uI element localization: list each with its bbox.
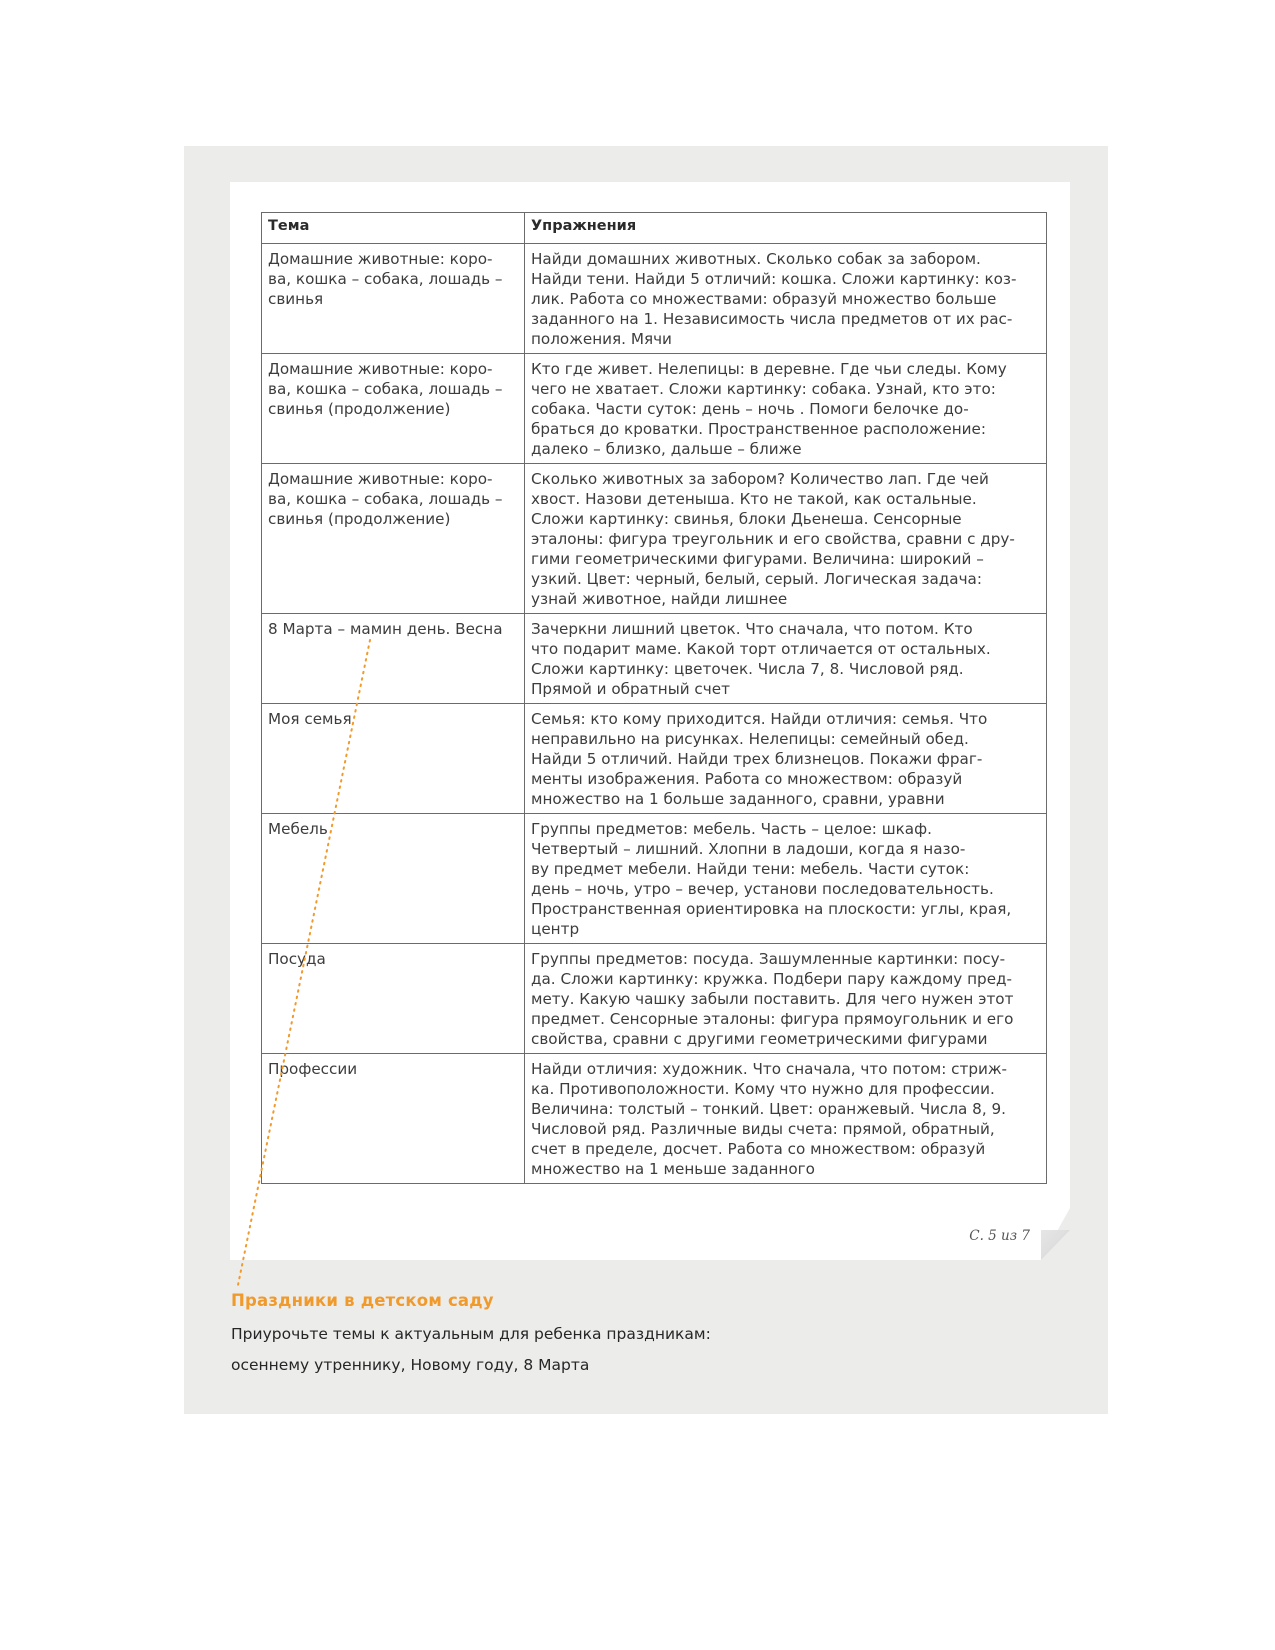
- exercises-cell: Зачеркни лишний цветок. Что сначала, что потом. Кто что подарит маме. Какой торт отличается от остальных. Сложи картинку: цветочек. Числа 7, 8. Числовой ряд. Прямой и обратный счет: [525, 614, 1047, 704]
- callout-text-line-1: Приурочьте темы к актуальным для ребенка праздникам:: [231, 1325, 711, 1343]
- callout-text-line-2: осеннему утреннику, Новому году, 8 Марта: [231, 1356, 590, 1374]
- exercises-cell: Найди отличия: художник. Что сначала, что потом: стриж- ка. Противоположности. Кому что нужно для профессии. Величина: толстый – тонкий. Цвет: оранжевый. Числа 8, 9. Числовой ряд. Различные виды счета: прямой, обратный, счет в пределе, досчет. Работа со множеством: образуй множество на 1 меньше заданного: [525, 1054, 1047, 1184]
- topic-cell: Мебель: [262, 814, 525, 944]
- topic-cell: Домашние животные: коро- ва, кошка – собака, лошадь – свинья (продолжение): [262, 354, 525, 464]
- header-exercises: Упражнения: [525, 213, 1047, 244]
- topic-cell: Домашние животные: коро- ва, кошка – собака, лошадь – свинья (продолжение): [262, 464, 525, 614]
- exercises-cell: Кто где живет. Нелепицы: в деревне. Где чьи следы. Кому чего не хватает. Сложи картинку: собака. Узнай, кто это: собака. Части суток: день – ночь . Помоги белочке до- браться до кроватки. Пространственное расположение: далеко – близко, дальше – ближе: [525, 354, 1047, 464]
- callout-title: Праздники в детском саду: [231, 1291, 494, 1310]
- exercises-cell: Найди домашних животных. Сколько собак за забором. Найди тени. Найди 5 отличий: кошка. Сложи картинку: коз- лик. Работа со множествами: образуй множество больше заданного на 1. Независимость числа предметов от их рас- положения. Мячи: [525, 244, 1047, 354]
- page-counter: С. 5 из 7: [969, 1228, 1030, 1244]
- exercises-cell: Семья: кто кому приходится. Найди отличия: семья. Что неправильно на рисунках. Нелепицы: семейный обед. Найди 5 отличий. Найди трех близнецов. Покажи фраг- менты изображения. Работа со множеством: образуй множество на 1 больше заданного, сравни, уравни: [525, 704, 1047, 814]
- exercises-cell: Группы предметов: посуда. Зашумленные картинки: посу- да. Сложи картинку: кружка. Подбери пару каждому пред- мету. Какую чашку забыли поставить. Для чего нужен этот предмет. Сенсорные эталоны: фигура прямоугольник и его свойства, сравни с другими геометрическими фигурами: [525, 944, 1047, 1054]
- topic-cell: Домашние животные: коро- ва, кошка – собака, лошадь – свинья: [262, 244, 525, 354]
- topic-cell: 8 Марта – мамин день. Весна: [262, 614, 525, 704]
- topic-cell: Моя семья: [262, 704, 525, 814]
- topic-cell: Посуда: [262, 944, 525, 1054]
- exercises-cell: Группы предметов: мебель. Часть – целое: шкаф. Четвертый – лишний. Хлопни в ладоши, когда я назо- ву предмет мебели. Найди тени: мебель. Части суток: день – ночь, утро – вечер, установи последовательность. Пространственная ориентировка на плоскости: углы, края, центр: [525, 814, 1047, 944]
- exercises-cell: Сколько животных за забором? Количество лап. Где чей хвост. Назови детеныша. Кто не такой, как остальные. Сложи картинку: свинья, блоки Дьенеша. Сенсорные эталоны: фигура треугольник и его свойства, сравни с дру- гими геометрическими фигурами. Величина: широкий – узкий. Цвет: черный, белый, серый. Логическая задача: узнай животное, найди лишнее: [525, 464, 1047, 614]
- topic-cell: Профессии: [262, 1054, 525, 1184]
- header-topic: Тема: [262, 213, 525, 244]
